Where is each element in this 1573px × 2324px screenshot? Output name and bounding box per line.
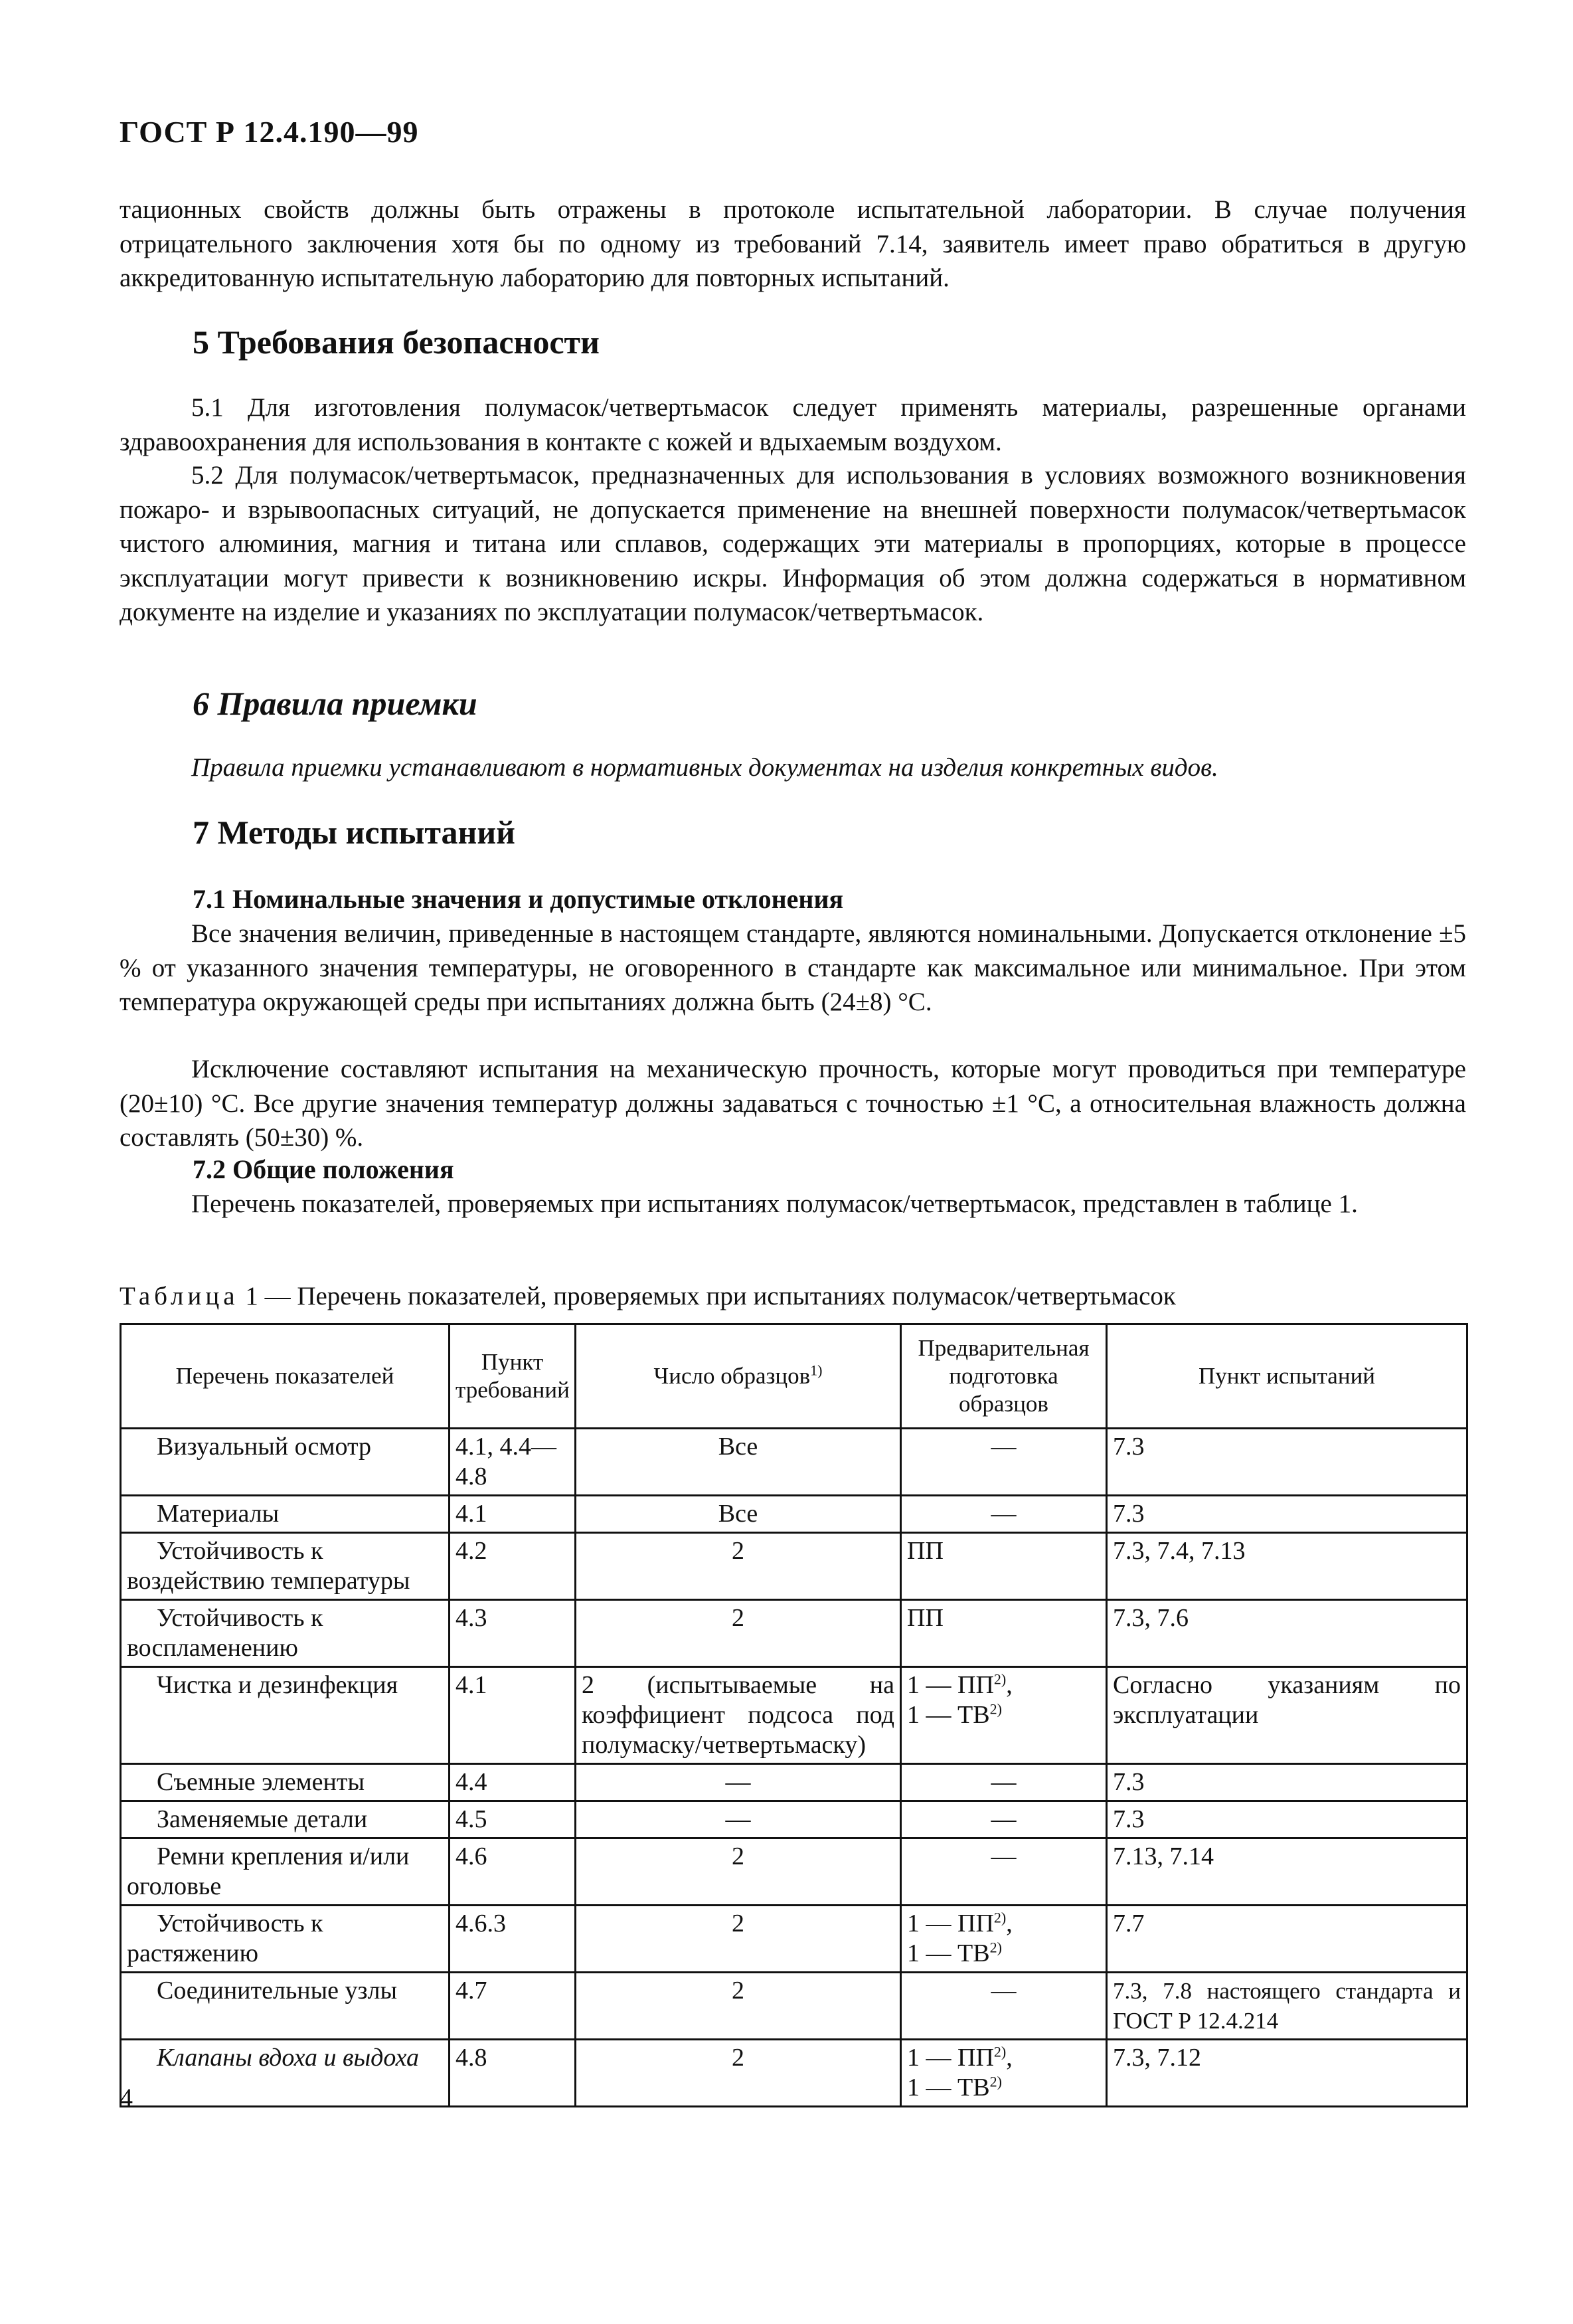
cell-requirement: 4.1, 4.4—4.8 — [450, 1429, 576, 1496]
cell-requirement: 4.6.3 — [450, 1906, 576, 1973]
table-row — [121, 1600, 1467, 1667]
table-row — [121, 1838, 1467, 1906]
cell-indicator: Материалы — [121, 1496, 450, 1533]
cell-samples: — — [576, 1764, 901, 1801]
cell-preparation: 1 — ПП$^{2)}$, 1 — ТВ$^{2)}$ — [901, 2040, 1107, 2107]
cell-preparation: ПП — [901, 1600, 1107, 1667]
cell-test: 7.3 — [1107, 1801, 1467, 1838]
footnote-marker-2: 2) — [989, 1700, 1002, 1718]
cell-samples: 2 (испытываемые на коэффициент подсоса под полумаску/четвертьмаску) — [576, 1667, 901, 1764]
section-7-1-paragraph-1: Все значения величин, приведенные в настоящем стандарте, являются номинальными. Допускается отклонение ±5 % от указанного значения температуры, не оговоренного в стандарте как максимальное или минимальное. При этом температура окружающей среды при испытаниях должна быть (24±8) °С. — [120, 919, 1466, 1016]
cell-test: 7.3 — [1107, 1496, 1467, 1533]
table-row — [121, 1801, 1467, 1838]
table-row — [121, 2040, 1467, 2107]
cell-indicator: Чистка и дезинфекция — [121, 1667, 450, 1764]
page-number: 4 — [120, 2083, 133, 2113]
cell-preparation: — — [901, 1496, 1107, 1533]
header-sample-preparation: Предварительная подготовка образцов — [901, 1324, 1107, 1429]
section-6-paragraph: Правила приемки устанавливают в нормативных документах на изделия конкретных видов. — [191, 753, 1218, 782]
header-test-clause: Пункт испытаний — [1107, 1324, 1467, 1429]
section-6-title: 6 Правила приемки — [193, 685, 477, 722]
intro-paragraph: тационных свойств должны быть отражены в протоколе испытательной лаборатории. В случае получения отрицательного заключения хотя бы по одному из требований 7.14, заявитель имеет право обратиться в другую аккредитованную испытательную лабораторию для повторных испытаний. — [120, 195, 1466, 292]
cell-samples: Все — [576, 1496, 901, 1533]
cell-indicator: Клапаны вдоха и выдоха — [121, 2040, 450, 2107]
cell-indicator: Устойчивость к воздействию температуры — [121, 1533, 450, 1600]
table-row — [121, 1533, 1467, 1600]
cell-test: 7.3, 7.4, 7.13 — [1107, 1533, 1467, 1600]
section-5-1-paragraph: 5.1 Для изготовления полумасок/четвертьмасок следует применять материалы, разрешенные органами здравоохранения для использования в контакте с кожей и вдыхаемым воздухом. — [120, 393, 1466, 456]
cell-indicator: Устойчивость к растяжению — [121, 1906, 450, 1973]
cell-preparation: — — [901, 1801, 1107, 1838]
cell-indicator: Заменяемые детали — [121, 1801, 450, 1838]
table-caption — [120, 1281, 1176, 1311]
cell-test: 7.3, 7.12 — [1107, 2040, 1467, 2107]
cell-requirement: 4.1 — [450, 1667, 576, 1764]
section-7-title: 7 Методы испытаний — [193, 814, 515, 851]
cell-test: 7.7 — [1107, 1906, 1467, 1973]
cell-test: 7.3, 7.6 — [1107, 1600, 1467, 1667]
cell-requirement: 4.2 — [450, 1533, 576, 1600]
cell-preparation: — — [901, 1973, 1107, 2040]
cell-preparation: 1 — ПП$^{2)}$, 1 — ТВ$^{2)}$ — [901, 1906, 1107, 1973]
cell-indicator: Соединительные узлы — [121, 1973, 450, 2040]
footnote-marker-2: 2) — [993, 1909, 1007, 1926]
table-header-row — [121, 1324, 1467, 1429]
cell-requirement: 4.8 — [450, 2040, 576, 2107]
table-caption-word: Таблица — [120, 1282, 239, 1310]
cell-test: 7.3 — [1107, 1429, 1467, 1496]
table-row — [121, 1764, 1467, 1801]
table-caption-text: 1 — Перечень показателей, проверяемых при испытаниях полумасок/четвертьмасок — [238, 1282, 1176, 1310]
header-sample-count-label: Число образцов — [653, 1363, 811, 1389]
footnote-marker-1: 1) — [810, 1362, 823, 1379]
footnote-marker-2: 2) — [993, 2043, 1007, 2060]
cell-indicator: Съемные элементы — [121, 1764, 450, 1801]
document-header: ГОСТ Р 12.4.190—99 — [120, 115, 419, 149]
cell-samples: 2 — [576, 1973, 901, 2040]
cell-requirement: 4.3 — [450, 1600, 576, 1667]
table-row — [121, 1496, 1467, 1533]
cell-requirement: 4.5 — [450, 1801, 576, 1838]
cell-samples: 2 — [576, 1600, 901, 1667]
cell-indicator: Ремни крепления и/или оголовье — [121, 1838, 450, 1906]
cell-test: 7.3, 7.8 настоящего стандарта и ГОСТ Р 12.4.214 — [1107, 1973, 1467, 2040]
section-5-title: 5 Требования безопасности — [193, 323, 600, 361]
cell-preparation: 1 — ПП$^{2)}$, 1 — ТВ$^{2)}$ — [901, 1667, 1107, 1764]
cell-samples: 2 — [576, 1906, 901, 1973]
section-7-2-paragraph: Перечень показателей, проверяемых при испытаниях полумасок/четвертьмасок, представлен в таблице 1. — [191, 1190, 1358, 1218]
cell-requirement: 4.6 — [450, 1838, 576, 1906]
cell-preparation: — — [901, 1429, 1107, 1496]
cell-requirement: 4.1 — [450, 1496, 576, 1533]
cell-test: 7.3 — [1107, 1764, 1467, 1801]
section-7-1-title: 7.1 Номинальные значения и допустимые отклонения — [193, 884, 844, 914]
cell-samples: 2 — [576, 2040, 901, 2107]
cell-samples: Все — [576, 1429, 901, 1496]
cell-requirement: 4.7 — [450, 1973, 576, 2040]
footnote-marker-2: 2) — [993, 1670, 1007, 1688]
table-row — [121, 1429, 1467, 1496]
cell-preparation: ПП — [901, 1533, 1107, 1600]
footnote-marker-2: 2) — [989, 2073, 1002, 2090]
cell-indicator: Устойчивость к воспламенению — [121, 1600, 450, 1667]
cell-requirement: 4.4 — [450, 1764, 576, 1801]
cell-samples: 2 — [576, 1838, 901, 1906]
section-7-1-paragraph-2: Исключение составляют испытания на механическую прочность, которые могут проводиться при температуре (20±10) °С. Все другие значения температур должны задаваться с точностью ±1 °С, а относительная влажность должна составлять (50±30) %. — [120, 1055, 1466, 1152]
section-7-2-title: 7.2 Общие положения — [193, 1154, 454, 1184]
cell-preparation: — — [901, 1764, 1107, 1801]
header-sample-count — [576, 1324, 901, 1429]
cell-samples: 2 — [576, 1533, 901, 1600]
table-row — [121, 1906, 1467, 1973]
footnote-marker-2: 2) — [989, 1939, 1002, 1956]
header-indicators: Перечень показателей — [121, 1324, 450, 1429]
cell-test: Согласно указаниям по эксплуатации — [1107, 1667, 1467, 1764]
cell-preparation: — — [901, 1838, 1107, 1906]
header-requirement-clause: Пункт требований — [450, 1324, 576, 1429]
cell-indicator: Визуальный осмотр — [121, 1429, 450, 1496]
table-row — [121, 1973, 1467, 2040]
indicators-table — [120, 1323, 1468, 2107]
cell-samples: — — [576, 1801, 901, 1838]
cell-test: 7.13, 7.14 — [1107, 1838, 1467, 1906]
section-5-2-paragraph: 5.2 Для полумасок/четвертьмасок, предназначенных для использования в условиях возможного возникновения пожаро- и взрывоопасных ситуаций, не допускается применение на внешней поверхности полумасок/четвертьмасок чистого алюминия, магния и титана или сплавов, содержащих эти материалы в пропорциях, которые в процессе эксплуатации могут привести к возникновению искры. Информация об этом должна содержаться в нормативном документе на изделие и указаниях по эксплуатации полумасок/четвертьмасок. — [120, 461, 1466, 626]
table-row — [121, 1667, 1467, 1764]
